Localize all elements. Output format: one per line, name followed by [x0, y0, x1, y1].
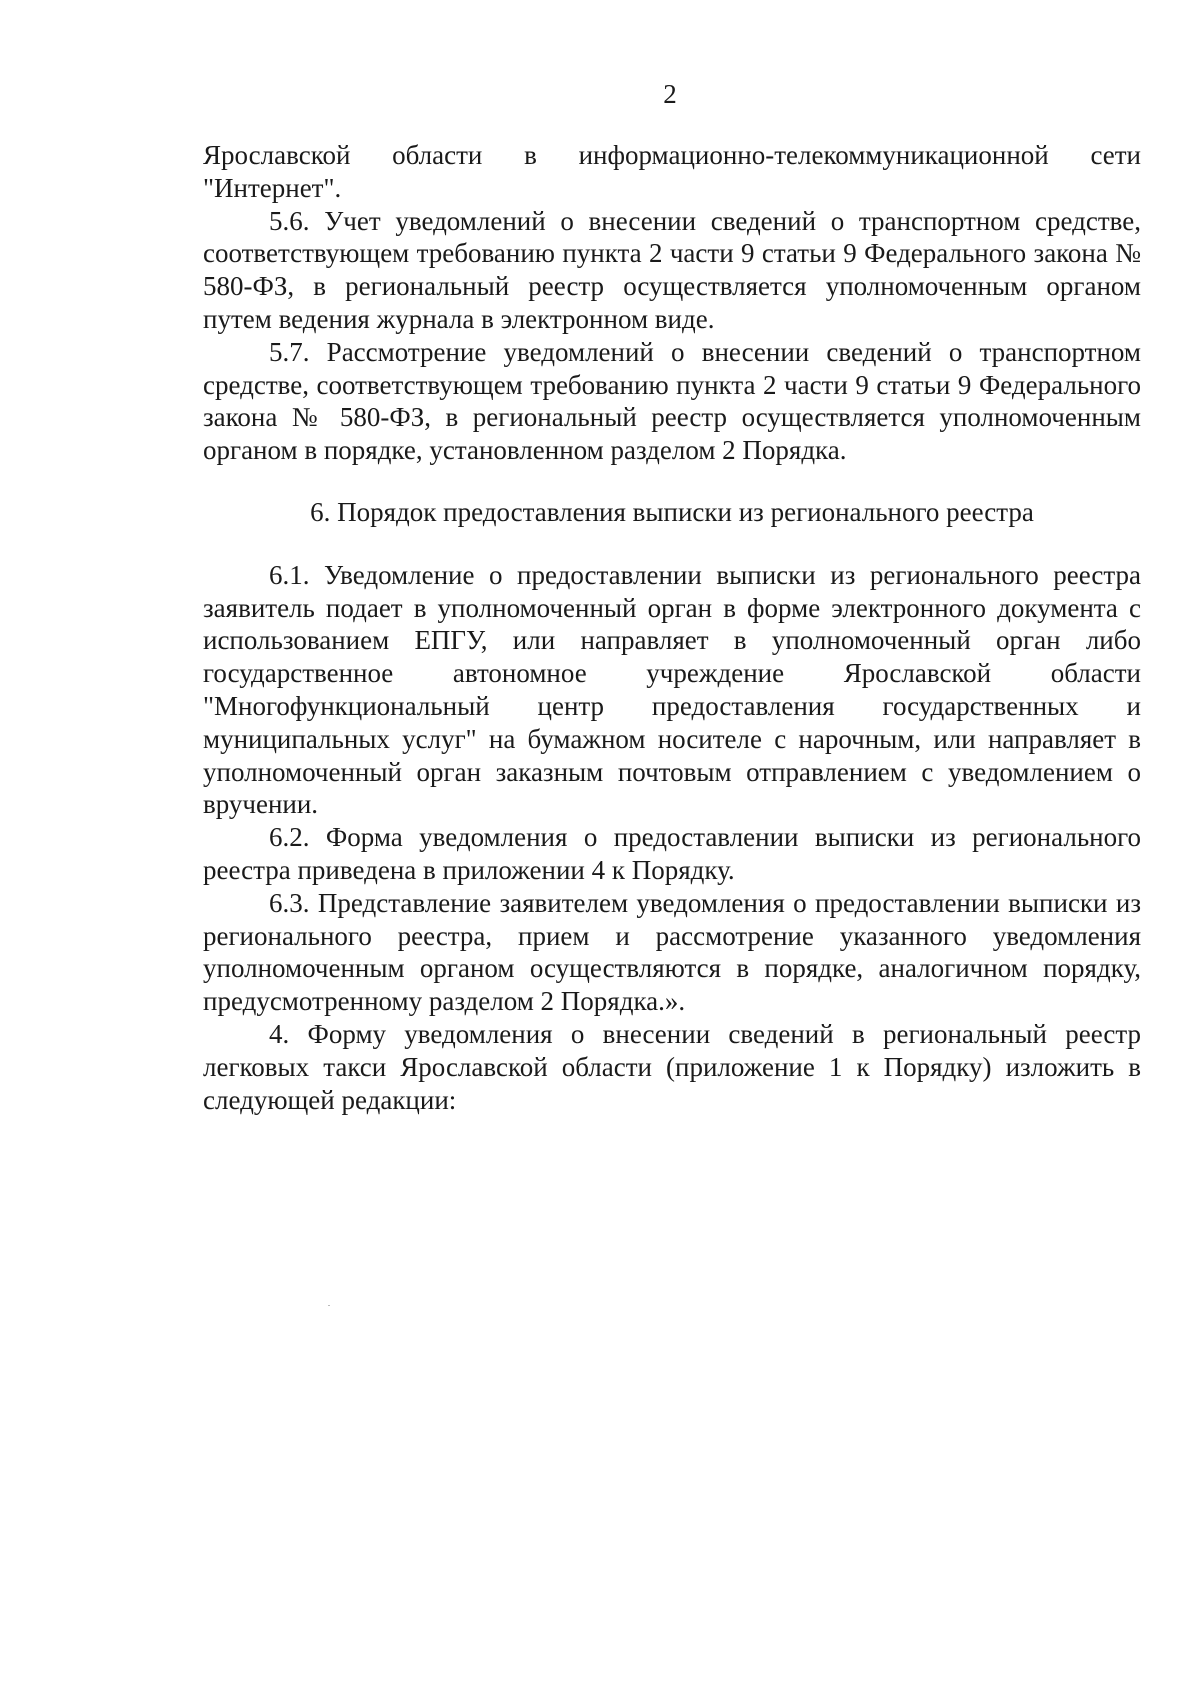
scan-speck — [328, 1305, 330, 1306]
page-number: 2 — [663, 79, 677, 109]
paragraph-continuation: Ярославской области в информационно-телекоммуникационной сети "Интернет". — [203, 140, 1141, 203]
paragraph-5-7: 5.7. Рассмотрение уведомлений о внесении сведений о транспортном средстве, соответствующем требованию пункта 2 части 9 статьи 9 Федерального закона № 580-ФЗ, в региональный реестр осуществляется уполномоченным органом в порядке, установленном разделом 2 Порядка. — [203, 336, 1141, 466]
paragraph-4: 4. Форму уведомления о внесении сведений в региональный реестр легковых такси Ярославской области (приложение 1 к Порядку) изложить в следующей редакции: — [203, 1018, 1141, 1115]
paragraph-6-3: 6.3. Представление заявителем уведомления о предоставлении выписки из регионального реестра, прием и рассмотрение указанного уведомления уполномоченным органом осуществляются в порядке, аналогичном порядку, предусмотренному разделом 2 Порядка.». — [203, 887, 1141, 1017]
section-heading: 6. Порядок предоставления выписки из регионального реестра — [310, 496, 1034, 527]
paragraph-6-2: 6.2. Форма уведомления о предоставлении выписки из регионального реестра приведена в приложении 4 к Порядку. — [203, 822, 1141, 885]
paragraph-5-6: 5.6. Учет уведомлений о внесении сведений о транспортном средстве, соответствующем требованию пункта 2 части 9 статьи 9 Федерального закона № 580-ФЗ, в региональный реестр осуществляется уполномоченным органом путем ведения журнала в электронном виде. — [203, 205, 1141, 334]
paragraph-6-1: 6.1. Уведомление о предоставлении выписки из регионального реестра заявитель подает в уполномоченный орган в форме электронного документа с использованием ЕПГУ, или направляет в уполномоченный орган либо государственное автономное учреждение Ярославской области "Многофункциональный центр предоставления государственных и муниципальных услуг" на бумажном носителе с нарочным, или направляет в уполномоченный орган заказным почтовым отправлением с уведомлением о вручении. — [203, 559, 1141, 820]
document-body — [203, 139, 1141, 1116]
